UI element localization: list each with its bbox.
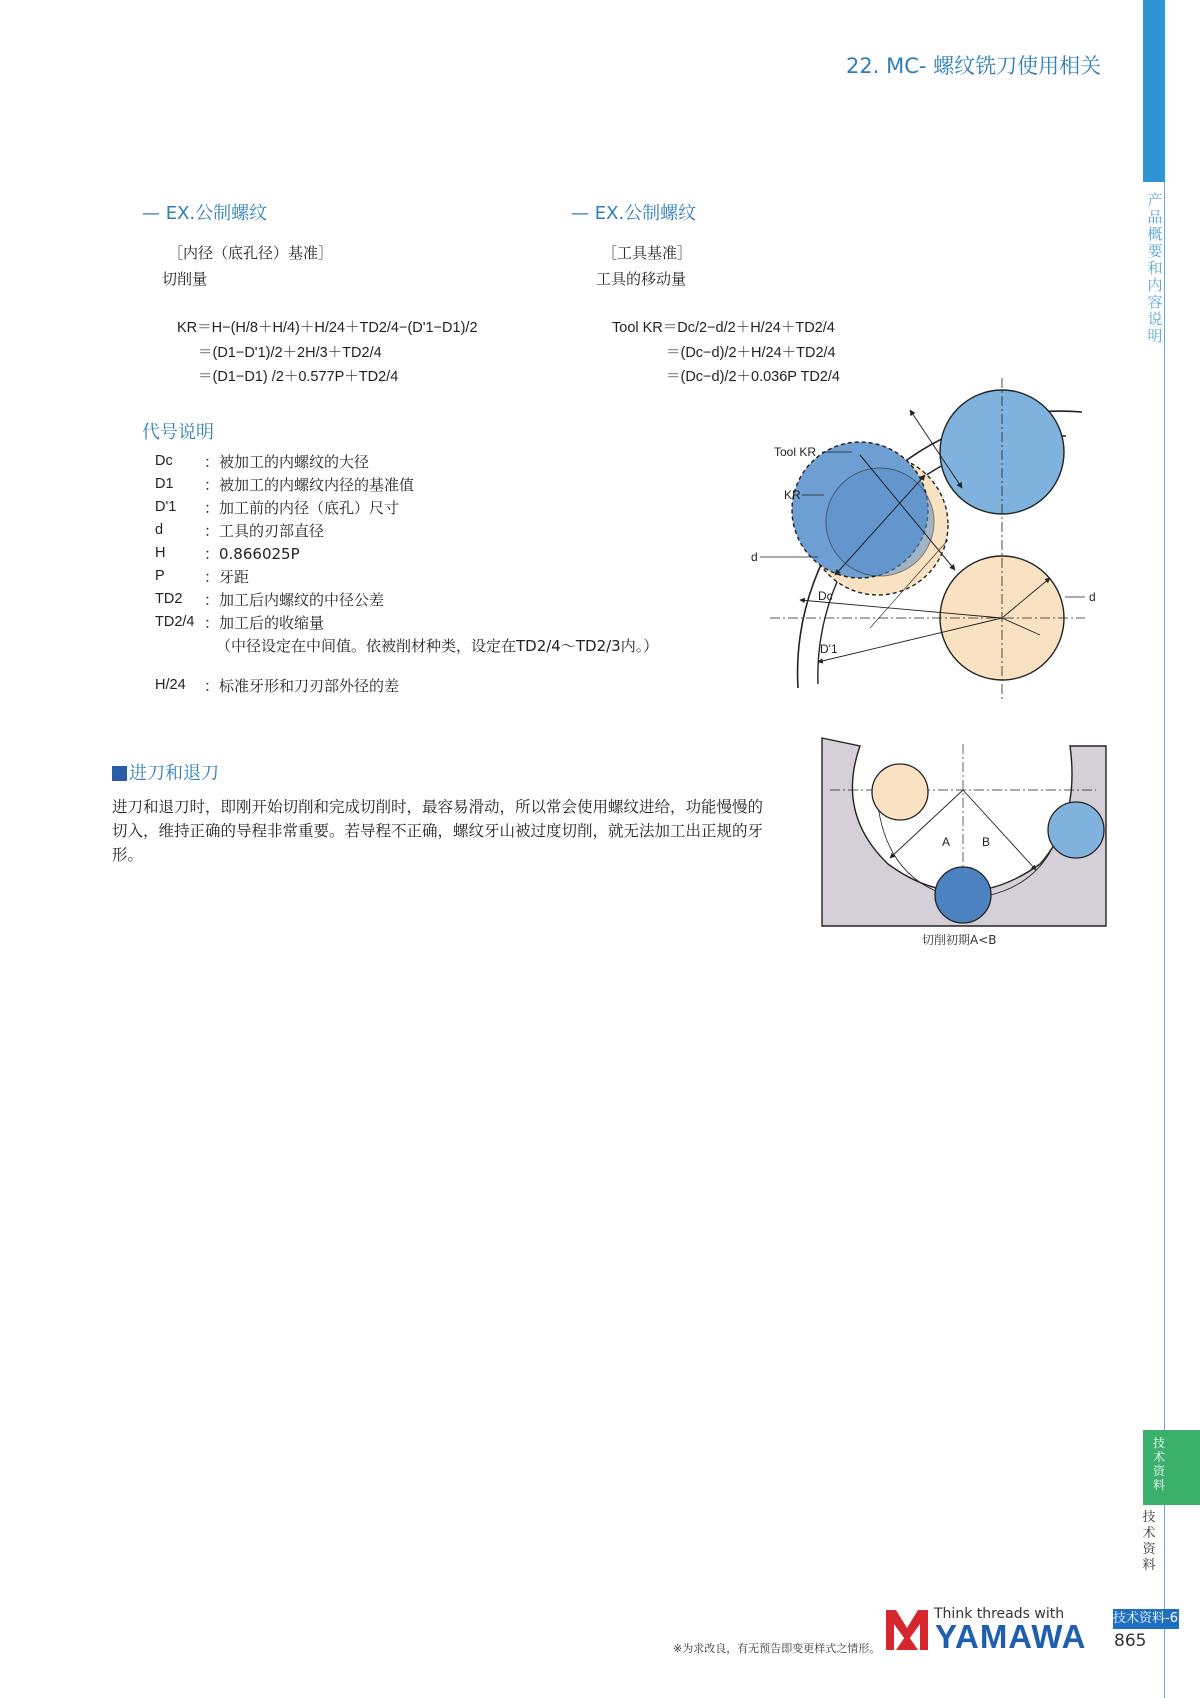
label-b: B [982,835,991,849]
label-d-left: d [751,550,758,564]
legend-symbol-p: P [155,568,165,584]
entry-cutting-diagram [818,734,1108,930]
legend-symbol-h: H [155,545,166,561]
footer-notice: ※为求改良，有无预告即变更样式之情形。 [673,1642,881,1655]
legend-symbol-d: d [155,522,164,538]
right-formula-line-2: ＝(Dc−d)/2＋H/24＋TD2/4 [666,345,836,361]
legend-desc-h: ：0.866025P [204,545,300,563]
left-formula-line-2: ＝(D1−D'1)/2＋2H/3＋TD2/4 [198,345,382,361]
section-entry-exit-title: 进刀和退刀 [129,763,219,784]
section-square-icon [112,766,127,781]
right-formula-line-1: Tool KR＝Dc/2−d/2＋H/24＋TD2/4 [612,320,835,336]
page-title: 22. MC- 螺纹铣刀使用相关 [846,54,1102,78]
legend-symbol-td2: TD2 [155,591,183,607]
label-dc: Dc [818,589,833,603]
legend-symbol-dc: Dc [155,453,173,469]
label-tool-kr: Tool KR [774,445,817,459]
legend-symbol-d1: D1 [155,476,174,492]
right-example-heading: — EX.公制螺纹 [571,203,697,224]
legend-desc-td2-4: ：加工后的收缩量 [204,614,325,632]
legend-desc-d1-prime: ：加工前的内径（底孔）尺寸 [204,499,400,517]
legend-desc-d1: ：被加工的内螺纹内径的基准值 [204,476,415,494]
legend-symbol-h24: H/24 [155,677,186,693]
left-example-basis: ［内径（底孔径）基准］ [168,244,334,262]
sidebar-tab-overview[interactable] [1143,0,1165,182]
legend-note: （中径设定在中间值。依被削材种类，设定在TD2/4～TD2/3内。） [216,637,659,655]
legend-desc-p: ：牙距 [204,568,250,586]
light-blue-circle [1048,802,1104,858]
peach-circle [872,764,928,820]
right-formula-line-3: ＝(Dc−d)/2＋0.036P TD2/4 [666,369,840,385]
sidebar-tab-technical-label[interactable]: 技术资料 [1152,1436,1165,1492]
thread-milling-diagram [740,370,1100,710]
legend-heading: 代号说明 [142,422,214,443]
logo-tagline: Think threads with [934,1606,1065,1622]
label-a: A [942,835,951,849]
inner-blue-circle [826,468,934,576]
left-formula-line-3: ＝(D1−D1) /2＋0.577P＋TD2/4 [198,369,399,385]
left-example-heading: — EX.公制螺纹 [142,203,268,224]
legend-symbol-td2-4: TD2/4 [155,614,195,630]
sidebar-section-label: 技术资料 [1142,1510,1156,1573]
section-entry-exit-paragraph: 进刀和退刀时，即刚开始切削和完成切削时，最容易滑动，所以常会使用螺纹进给，功能慢慢的切入，维持正确的导程非常重要。若导程不正确，螺纹牙山被过度切削，就无法加工出正规的牙形。 [112,798,764,864]
label-d1-prime: D'1 [820,642,838,656]
yamawa-logo-icon [884,1606,930,1652]
section-entry-exit-heading [112,759,219,785]
legend-symbol-d1-prime: D'1 [155,499,177,515]
label-d-right: d [1089,590,1096,604]
legend-desc-h24: ：标准牙形和刀刃部外径的差 [204,677,400,695]
legend-desc-td2: ：加工后内螺纹的中径公差 [204,591,385,609]
sidebar-tab-overview-label[interactable]: 产品概要和内容说明 [1147,191,1163,345]
right-example-subject: 工具的移动量 [596,270,687,288]
label-kr: KR [784,488,801,502]
left-example-subject: 切削量 [162,270,208,288]
left-formula-line-1: KR＝H−(H/8＋H/4)＋H/24＋TD2/4−(D'1−D1)/2 [177,320,478,336]
entry-diagram-caption: 切削初期A<B [922,933,997,947]
logo-wordmark: YAMAWA [935,1618,1087,1655]
legend-desc-d: ：工具的刃部直径 [204,522,325,540]
legend-desc-dc: ：被加工的内螺纹的大径 [204,453,370,471]
page-number: 865 [1114,1631,1147,1651]
dark-blue-circle [935,867,991,923]
page-badge: 技术资料-68 [1113,1609,1179,1629]
right-example-basis: ［工具基准］ [602,244,693,262]
